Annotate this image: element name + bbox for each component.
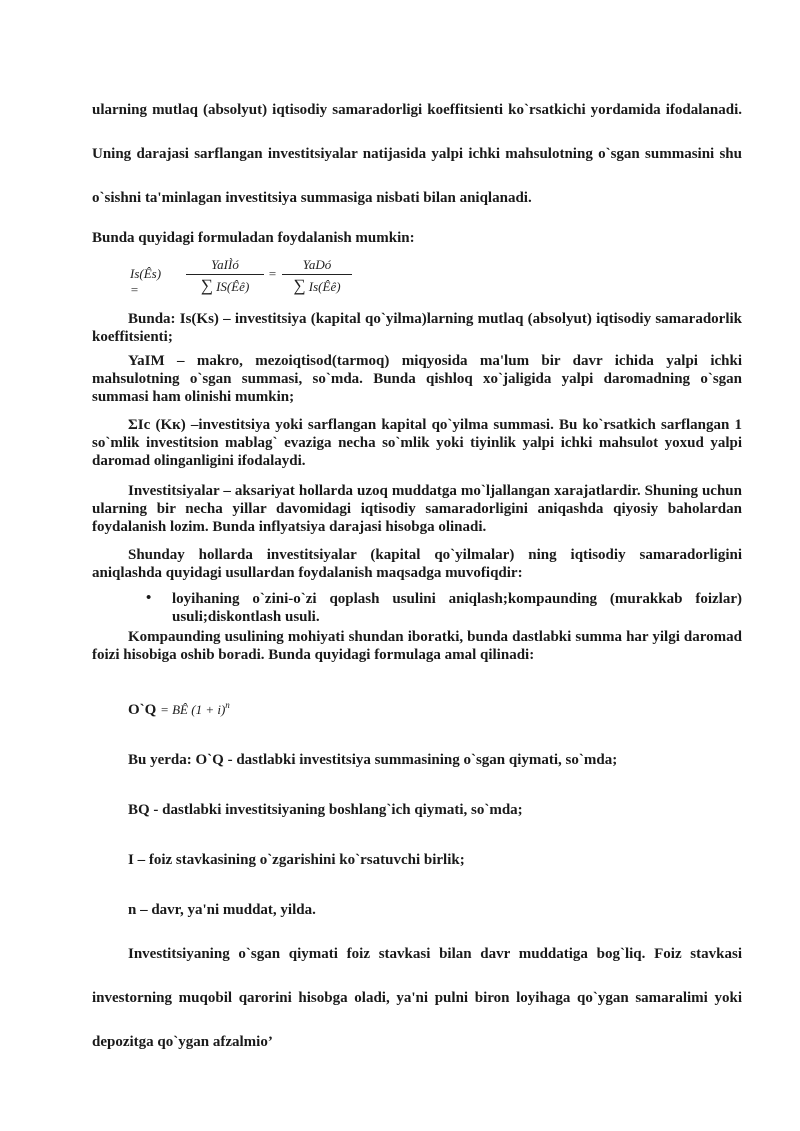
paragraph-sigma-definition: ΣIc (Kк) –investitsiya yoki sarflangan kapital qo`yilma summasi. Bu ko`rsatkich sarflangan 1 so`mlik investitsion mablag` evaziga necha so`mlik yoki tiyinlik yalpi ichki mahsulot yoxud yalpi daromad olinganligini ifodalaydi. <box>92 417 742 469</box>
definition-bq: BQ - dastlabki investitsiyaning boshlang`ich qiymati, so`mda; <box>128 802 523 818</box>
sigma-symbol: ∑ <box>200 276 213 295</box>
formula-denominator-2: Is(Êê) <box>308 279 341 294</box>
paragraph-grown-value: Investitsiyaning o`sgan qiymati foiz stavkasi bilan davr muddatiga bog`liq. Foiz stavkasi investorning muqobil qarorini hisobga oladi, ya'ni pulni biron loyihaga qo`ygan samaralimi yoki depozitga qo`ygan afzalmio’ <box>92 946 742 1050</box>
compounding-formula <box>128 700 230 719</box>
definition-oq: Bu yerda: O`Q - dastlabki investitsiya summasining o`sgan qiymati, so`mda; <box>128 752 618 768</box>
formula-equals: = <box>268 266 277 281</box>
paragraph-yaim-definition: YaIM – makro, mezoiqtisod(tarmoq) miqyosida ma'lum bir davr ichida yalpi ichki mahsulotning o`sgan summasi, so`mda. Bunda qishloq xo`jaligida yalpi daromadning o`sgan summasi ham olinishi mumkin; <box>92 353 742 405</box>
formula-lhs: Is(Ês) = <box>130 266 162 297</box>
paragraph-compounding: Kompaunding usulining mohiyati shundan iboratki, bunda dastlabki summa har yilgi daromad foizi hisobiga oshib boradi. Bunda quyidagi formulaga amal qilinadi: <box>92 629 742 663</box>
definition-n: n – davr, ya'ni muddat, yilda. <box>128 902 316 918</box>
sigma-symbol: ∑ <box>293 276 306 295</box>
formula-numerator-1: YaIÌó <box>211 257 239 272</box>
formula-numerator-2: YaDó <box>302 257 332 272</box>
definition-i: I – foiz stavkasining o`zgarishini ko`rsatuvchi birlik; <box>128 852 465 868</box>
formula-fraction-2 <box>282 257 352 296</box>
paragraph-formula-intro: Bunda quyidagi formuladan foydalanish mumkin: <box>92 230 415 246</box>
paragraph-investments: Investitsiyalar – aksariyat hollarda uzoq muddatga mo`ljallangan xarajatlardir. Shuning uchun ularning bir necha yillar davomidagi iqtisodiy samaradorligini aniqashda qiyosiy baholardan foydalanish lozim. Bunda inflyatsiya darajasi hisobga olinadi. <box>92 483 742 535</box>
formula2-exponent: n <box>225 700 230 710</box>
paragraph-methods-intro: Shunday hollarda investitsiyalar (kapital qo`yilmalar) ning iqtisodiy samaradorligini aniqlashda quyidagi usullardan foydalanish maqsadga muvofiqdir: <box>92 547 742 581</box>
bullet-marker: • <box>146 590 152 606</box>
formula-denominator-1: IS(Êê) <box>216 279 250 294</box>
formula2-rhs: = BÊ (1 + i) <box>160 702 226 717</box>
paragraph-is-definition: Bunda: Is(Ks) – investitsiya (kapital qo`yilma)larning mutlaq (absolyut) iqtisodiy samaradorlik koeffitsienti; <box>92 311 742 345</box>
bullet-methods-list: loyihaning o`zini-o`zi qoplash usulini aniqlash;kompaunding (murakkab foizlar) usuli;diskontlash usuli. <box>172 591 742 625</box>
formula2-lhs: O`Q <box>128 702 157 718</box>
paragraph-intro: ularning mutlaq (absolyut) iqtisodiy samaradorligi koeffitsienti ko`rsatkichi yordamida ifodalanadi. Uning darajasi sarflangan investitsiyalar natijasida yalpi ichki mahsulotning o`sgan summasini shu o`sishni ta'minlagan investitsiya summasiga nisbati bilan aniqlanadi. <box>92 102 742 206</box>
formula-fraction-1 <box>186 257 264 296</box>
